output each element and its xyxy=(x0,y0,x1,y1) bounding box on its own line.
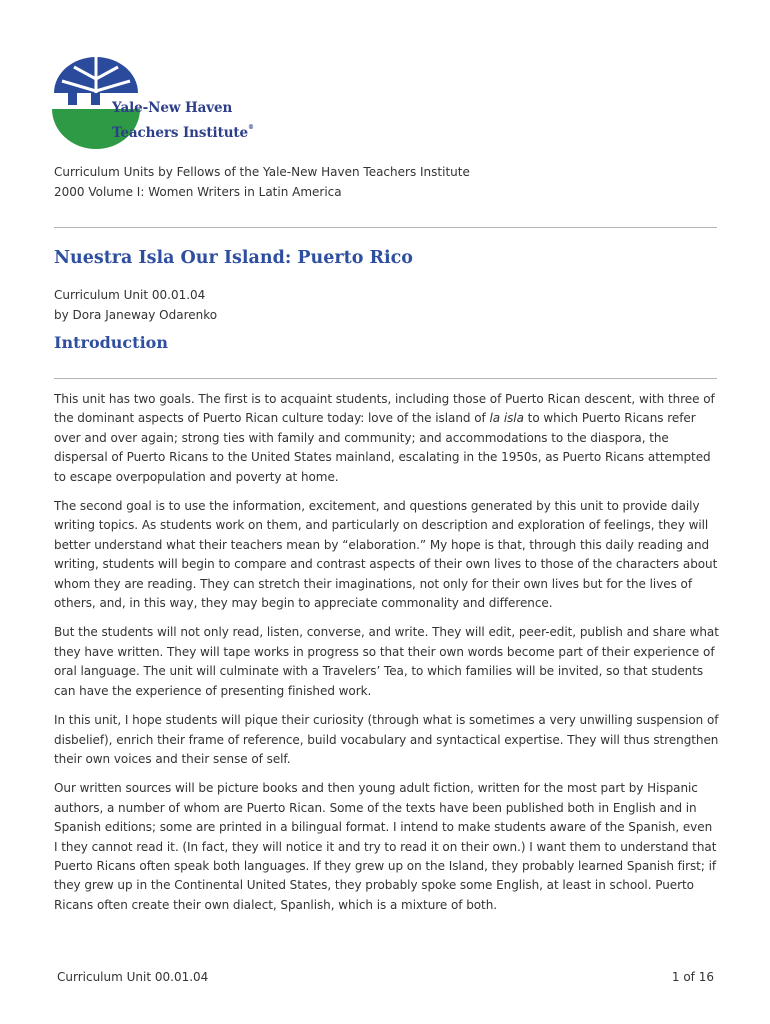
unit-meta xyxy=(54,286,217,325)
footer-unit: Curriculum Unit 00.01.04 xyxy=(57,970,209,984)
paragraph-1-part-a: This unit has two goals. The first is to acquaint students, including those of Puerto Rican descent, with three of the dominant aspects of Puerto Rican culture today: love of the island of xyxy=(54,392,715,426)
series-line-1: Curriculum Units by Fellows of the Yale-New Haven Teachers Institute xyxy=(54,165,470,179)
logo-line-1: Yale-New Haven xyxy=(112,100,233,116)
paragraph-4: In this unit, I hope students will pique their curiosity (through what is sometimes a very unwilling suspension of disbelief), enrich their frame of reference, build vocabulary and syntactical expertise. They will thus strengthen their own voices and their sense of self. xyxy=(54,713,719,766)
unit-number: Curriculum Unit 00.01.04 xyxy=(54,288,206,302)
paragraph-1-emphasis: la isla xyxy=(489,411,524,426)
page-title: Nuestra Isla Our Island: Puerto Rico xyxy=(54,248,413,268)
paragraph-3: But the students will not only read, listen, converse, and write. They will edit, peer-edit, publish and share what they have written. They will tape works in progress so that their own words become part of their experience of oral language. The unit will culminate with a Travelers’ Tea, to which families will be invited, so that students can have the experience of presenting finished work. xyxy=(54,625,719,698)
institute-logo[interactable] xyxy=(52,57,292,149)
page-counter: 1 of 16 xyxy=(671,970,714,984)
logo-wordmark xyxy=(112,99,254,143)
series-line-2: 2000 Volume I: Women Writers in Latin America xyxy=(54,184,342,199)
logo-line-2-text: Teachers Institute xyxy=(112,125,249,141)
paragraph-2: The second goal is to use the information, excitement, and questions generated by this unit to provide daily writing topics. As students work on them, and particularly on description and exploration of feelings, they will better understand what their teachers mean by “elaboration.” My hope is that, through this daily reading and writing, students will begin to compare and contrast aspects of their own lives to those of the characters about whom they are reading. They can stretch their imaginations, not only for their own lives but for the lives of others, and, in this way, they may begin to appreciate commonality and difference. xyxy=(54,499,718,611)
paragraph-1 xyxy=(54,390,719,487)
section-heading: Introduction xyxy=(54,333,168,352)
paragraph-1-part-b: to which Puerto Ricans refer over and over again; strong ties with family and community; and accommodations to the diaspora, the dispersal of Puerto Ricans to the United States mainland, escalating in the 1950s, as Puerto Ricans attempted to escape overpopulation and poverty at home. xyxy=(54,411,711,484)
logo-line-2 xyxy=(112,118,254,143)
body-text xyxy=(54,390,719,925)
paragraph-5: Our written sources will be picture books and then young adult fiction, written for the most part by Hispanic authors, a number of whom are Puerto Rican. Some of the texts have been published both in English and in Spanish editions; some are printed in a bilingual format. I intend to make students aware of the Spanish, even I they cannot read it. (In fact, they will notice it and try to read it on their own.) I want them to understand that Puerto Ricans often speak both languages. If they grew up on the Island, they probably learned Spanish first; if they grew up in the Continental United States, they probably spoke some English, at least in school. Puerto Ricans often create their own dialect, Spanlish, which is a mixture of both. xyxy=(54,781,717,912)
section-divider xyxy=(54,378,717,379)
series-info xyxy=(54,163,470,202)
unit-author: by Dora Janeway Odarenko xyxy=(54,307,218,322)
registered-mark: ® xyxy=(248,124,254,131)
header-divider xyxy=(54,227,717,228)
